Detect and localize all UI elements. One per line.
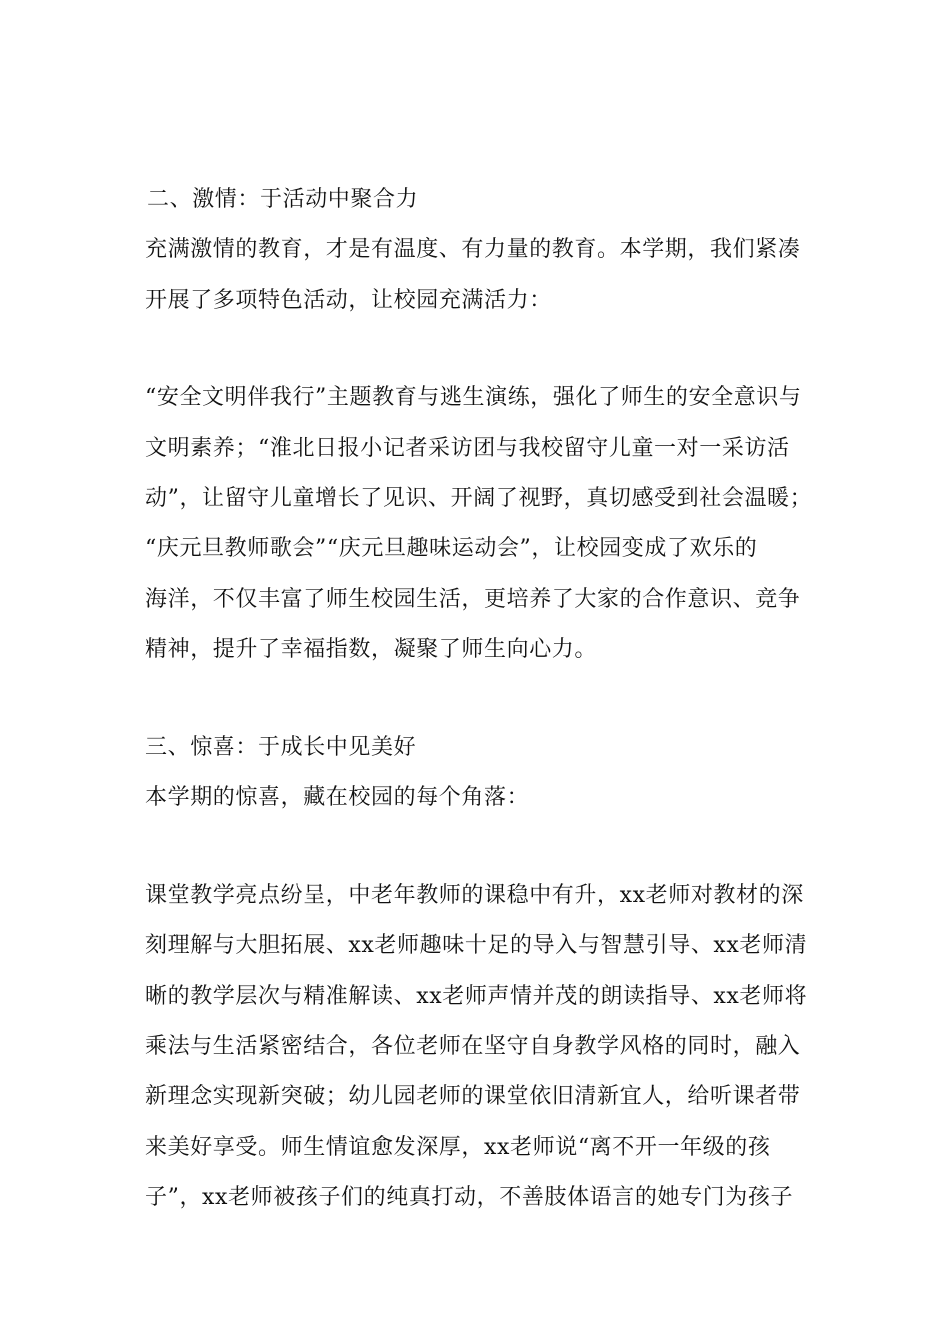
paragraph-line: 本学期的惊喜，藏在校园的每个角落：: [145, 785, 530, 810]
paragraph-line: 来美好享受。师生情谊愈发深厚，xx老师说“离不开一年级的孩: [145, 1135, 771, 1160]
paragraph-line: 子”，xx老师被孩子们的纯真打动，不善肢体语言的她专门为孩子: [145, 1185, 794, 1210]
paragraph-line: 精神，提升了幸福指数，凝聚了师生向心力。: [145, 637, 598, 662]
section-heading-3: 三、惊喜：于成长中见美好: [145, 735, 417, 760]
paragraph-line: “安全文明伴我行”主题教育与逃生演练，强化了师生的安全意识与: [145, 385, 802, 410]
paragraph-line: 文明素养；“淮北日报小记者采访团与我校留守儿童一对一采访活: [145, 436, 790, 461]
paragraph-line: 海洋，不仅丰富了师生校园生活，更培养了大家的合作意识、竞争: [145, 587, 801, 612]
paragraph-line: 刻理解与大胆拓展、xx老师趣味十足的导入与智慧引导、xx老师清: [145, 933, 808, 958]
paragraph-line: 课堂教学亮点纷呈，中老年教师的课稳中有升，xx老师对教材的深: [145, 883, 804, 908]
paragraph-line: “庆元旦教师歌会”“庆元旦趣味运动会”，让校园变成了欢乐的: [145, 536, 758, 561]
paragraph-line: 开展了多项特色活动，让校园充满活力：: [145, 288, 552, 313]
paragraph-line: 乘法与生活紧密结合，各位老师在坚守自身教学风格的同时，融入: [145, 1034, 801, 1059]
paragraph-line: 新理念实现新突破；幼儿园老师的课堂依旧清新宜人，给听课者带: [145, 1084, 801, 1109]
section-heading-2: 二、激情：于活动中聚合力: [147, 187, 419, 212]
paragraph-line: 充满激情的教育，才是有温度、有力量的教育。本学期，我们紧凑: [145, 237, 801, 262]
paragraph-line: 晰的教学层次与精准解读、xx老师声情并茂的朗读指导、xx老师将: [145, 984, 808, 1009]
paragraph-line: 动”，让留守儿童增长了见识、开阔了视野，真切感受到社会温暖；: [145, 486, 813, 511]
